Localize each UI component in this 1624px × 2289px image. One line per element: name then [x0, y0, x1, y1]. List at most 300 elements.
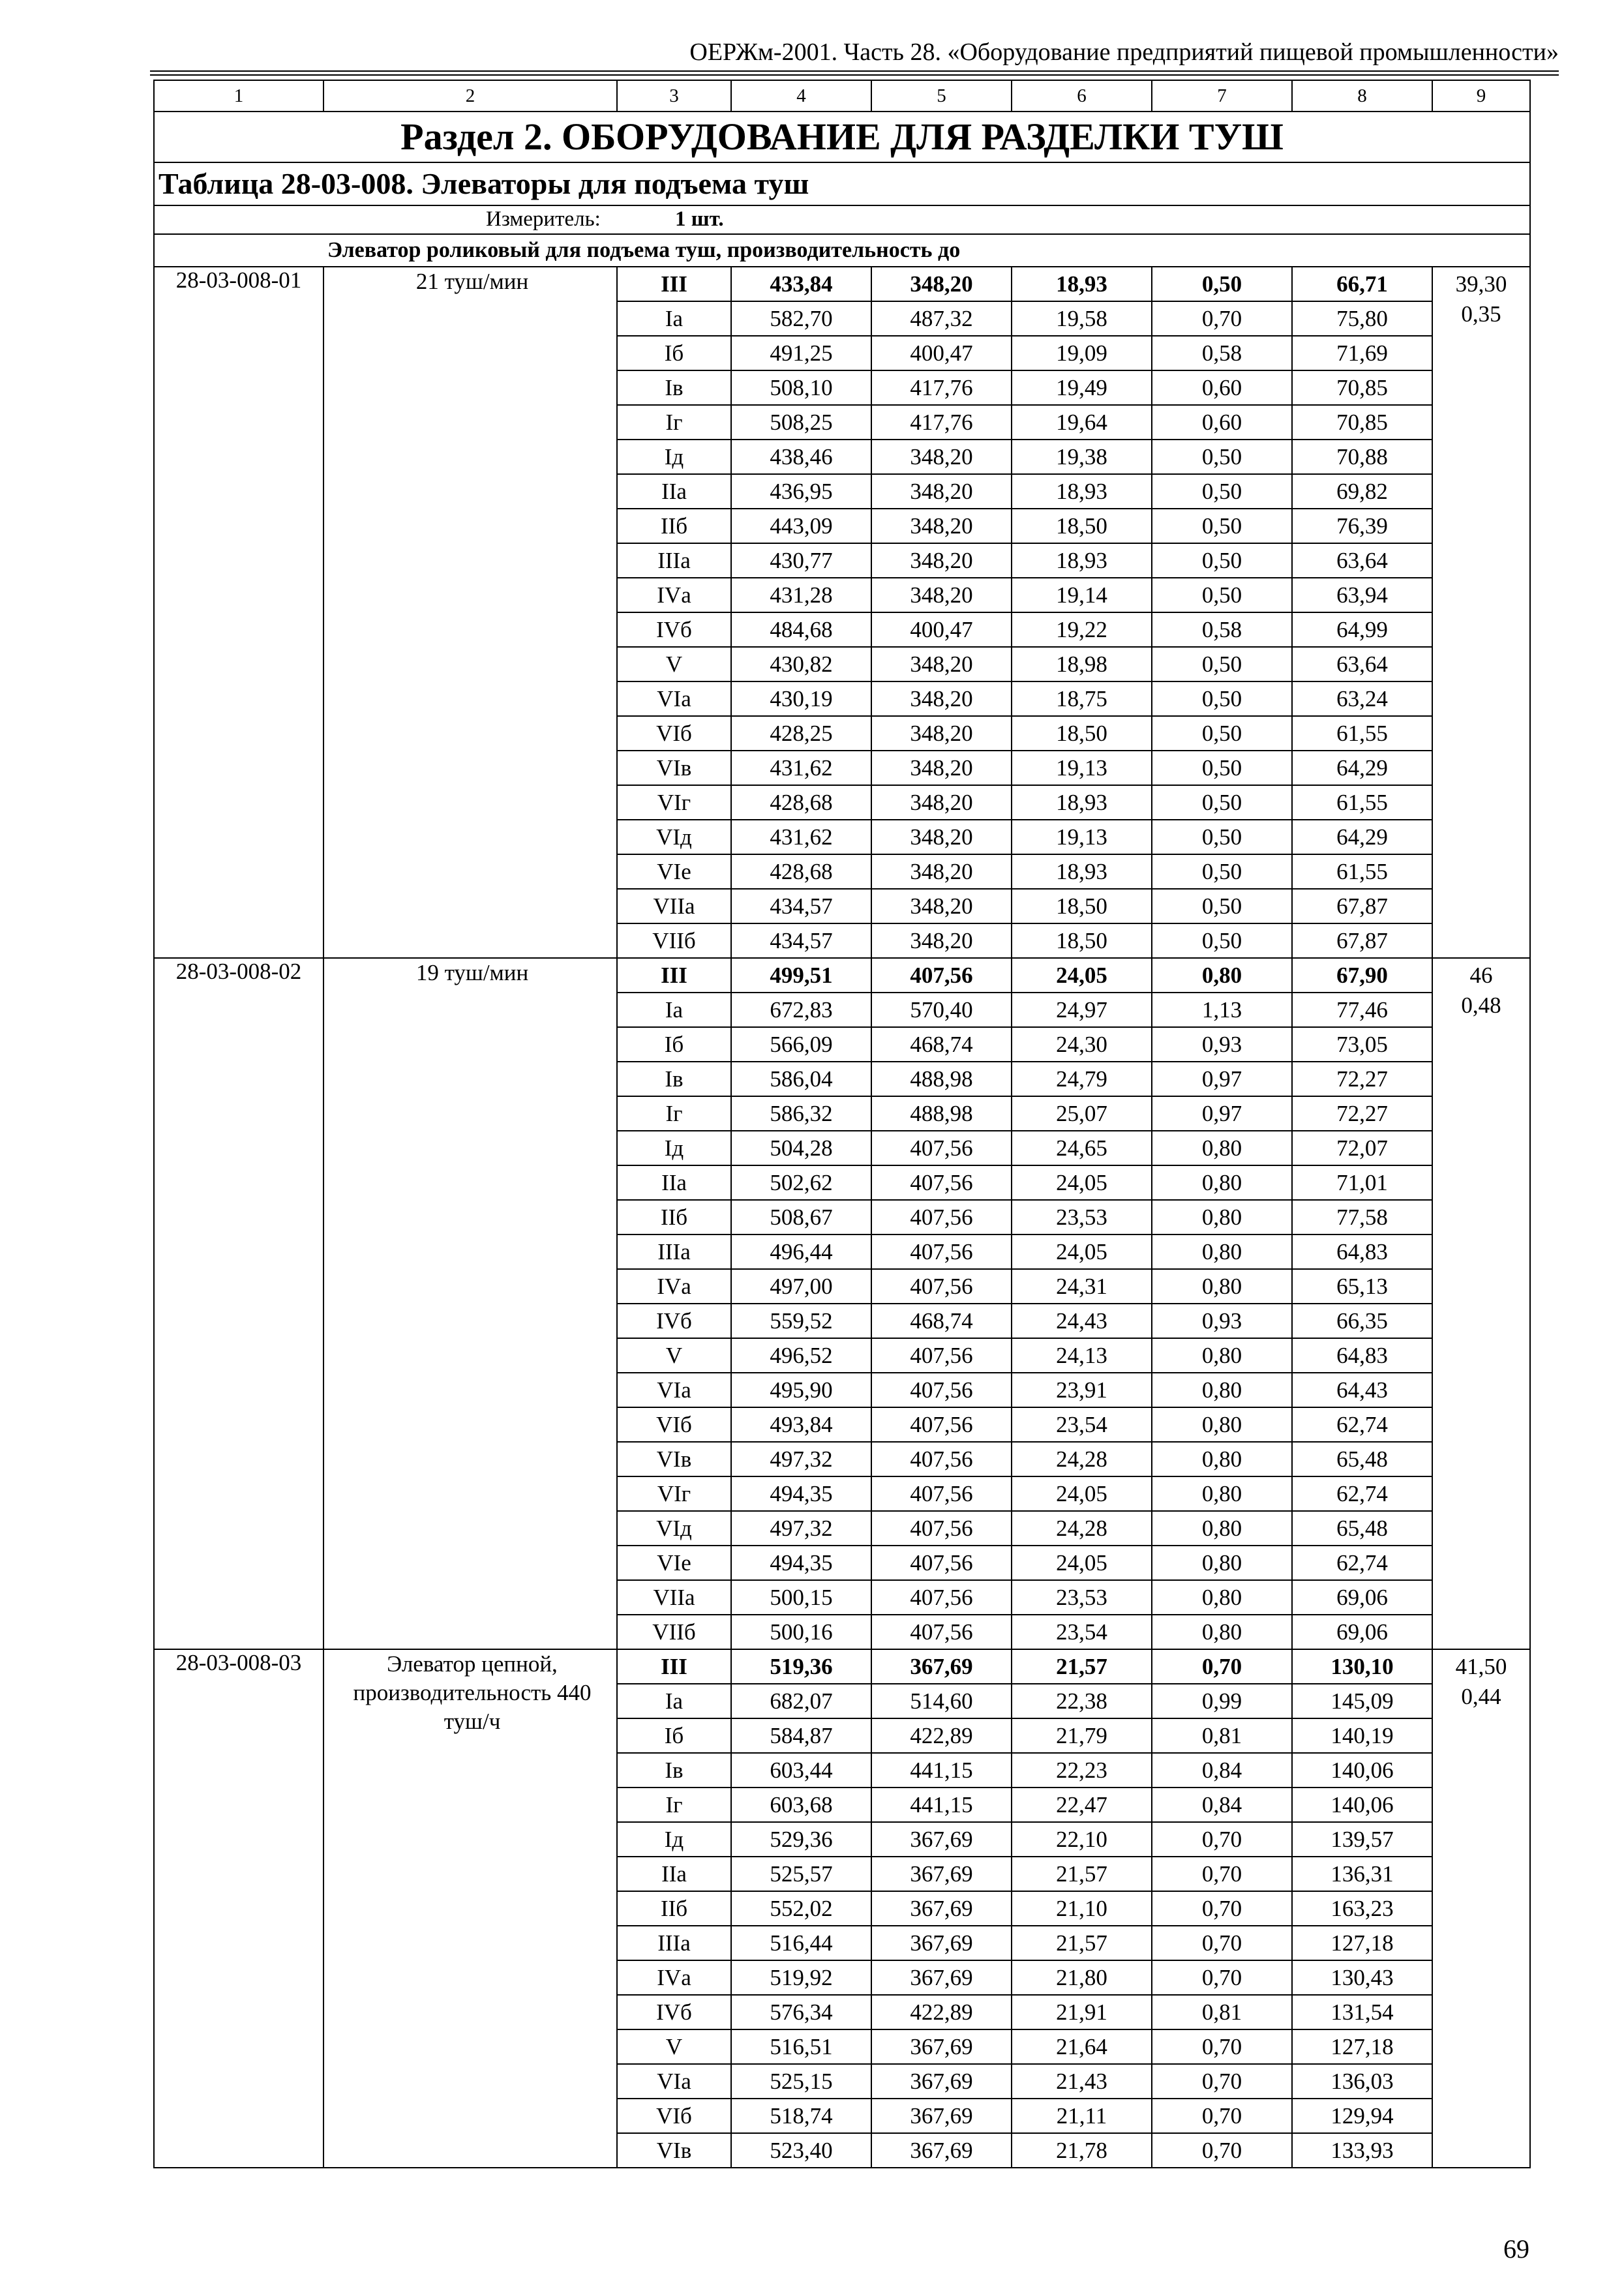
value-cell: 133,93: [1292, 2133, 1432, 2168]
value-cell: 428,68: [731, 854, 871, 889]
value-cell: 0,70: [1152, 1960, 1292, 1995]
value-cell: 407,56: [871, 1165, 1012, 1200]
table-row: [154, 1649, 1530, 1684]
zone-cell: IIа: [617, 1857, 731, 1891]
value-cell: 500,16: [731, 1615, 871, 1649]
col9-value: 39,30: [1432, 267, 1530, 301]
value-cell: 348,20: [871, 543, 1012, 578]
value-cell: 348,20: [871, 474, 1012, 509]
value-cell: 529,36: [731, 1822, 871, 1857]
value-cell: 24,97: [1012, 993, 1152, 1027]
value-cell: 23,54: [1012, 1407, 1152, 1442]
value-cell: 508,10: [731, 370, 871, 405]
value-cell: 19,22: [1012, 612, 1152, 647]
value-cell: 18,50: [1012, 889, 1152, 923]
value-cell: 0,70: [1152, 301, 1292, 336]
value-cell: 22,10: [1012, 1822, 1152, 1857]
value-cell: 0,84: [1152, 1788, 1292, 1822]
table-row: [154, 958, 1530, 993]
value-cell: 72,27: [1292, 1062, 1432, 1096]
value-cell: 0,80: [1152, 1407, 1292, 1442]
zone-cell: IVб: [617, 612, 731, 647]
value-cell: 428,25: [731, 716, 871, 751]
zone-cell: VIд: [617, 820, 731, 854]
zone-cell: IIIа: [617, 543, 731, 578]
value-cell: 22,47: [1012, 1788, 1152, 1822]
value-cell: 407,56: [871, 1338, 1012, 1373]
zone-cell: III: [617, 1649, 731, 1684]
value-cell: 70,85: [1292, 370, 1432, 405]
zone-cell: Iб: [617, 1718, 731, 1753]
value-cell: 127,18: [1292, 2029, 1432, 2064]
value-cell: 140,06: [1292, 1753, 1432, 1788]
value-cell: 367,69: [871, 1926, 1012, 1960]
value-cell: 62,74: [1292, 1476, 1432, 1511]
value-cell: 428,68: [731, 785, 871, 820]
value-cell: 487,32: [871, 301, 1012, 336]
value-cell: 407,56: [871, 1234, 1012, 1269]
value-cell: 65,13: [1292, 1269, 1432, 1304]
column-number: 8: [1292, 80, 1432, 112]
zone-cell: VIIа: [617, 1580, 731, 1615]
zone-cell: VIIб: [617, 1615, 731, 1649]
column-number: 6: [1012, 80, 1152, 112]
row-description: 21 туш/мин: [323, 267, 617, 958]
value-cell: 130,10: [1292, 1649, 1432, 1684]
value-cell: 682,07: [731, 1684, 871, 1718]
zone-cell: V: [617, 2029, 731, 2064]
value-cell: 21,57: [1012, 1926, 1152, 1960]
value-cell: 367,69: [871, 2099, 1012, 2133]
zone-cell: IIб: [617, 1200, 731, 1234]
subtitle-spacer: [154, 234, 323, 267]
value-cell: 519,36: [731, 1649, 871, 1684]
value-cell: 0,80: [1152, 958, 1292, 993]
column-number: 2: [323, 80, 617, 112]
value-cell: 0,81: [1152, 1995, 1292, 2029]
value-cell: 18,93: [1012, 854, 1152, 889]
value-cell: 25,07: [1012, 1096, 1152, 1131]
value-cell: 438,46: [731, 440, 871, 474]
value-cell: 19,13: [1012, 820, 1152, 854]
zone-cell: VIе: [617, 854, 731, 889]
value-cell: 19,09: [1012, 336, 1152, 370]
value-cell: 436,95: [731, 474, 871, 509]
value-cell: 19,49: [1012, 370, 1152, 405]
value-cell: 0,50: [1152, 889, 1292, 923]
value-cell: 0,50: [1152, 509, 1292, 543]
value-cell: 69,06: [1292, 1580, 1432, 1615]
value-cell: 70,85: [1292, 405, 1432, 440]
value-cell: 0,70: [1152, 1649, 1292, 1684]
value-cell: 0,50: [1152, 751, 1292, 785]
value-cell: 19,13: [1012, 751, 1152, 785]
value-cell: 21,79: [1012, 1718, 1152, 1753]
value-cell: 0,50: [1152, 543, 1292, 578]
value-cell: 24,28: [1012, 1511, 1152, 1546]
value-cell: 367,69: [871, 2133, 1012, 2168]
measure-value: 1 шт.: [675, 207, 724, 231]
value-cell: 348,20: [871, 923, 1012, 958]
col9-value: 46: [1432, 958, 1530, 993]
value-cell: 0,80: [1152, 1234, 1292, 1269]
value-cell: 0,50: [1152, 716, 1292, 751]
value-cell: 495,90: [731, 1373, 871, 1407]
value-cell: 566,09: [731, 1027, 871, 1062]
value-cell: 0,81: [1152, 1718, 1292, 1753]
value-cell: 348,20: [871, 509, 1012, 543]
zone-cell: VIв: [617, 2133, 731, 2168]
value-cell: 525,57: [731, 1857, 871, 1891]
value-cell: 0,70: [1152, 1926, 1292, 1960]
value-cell: 19,64: [1012, 405, 1152, 440]
value-cell: 21,91: [1012, 1995, 1152, 2029]
value-cell: 24,05: [1012, 958, 1152, 993]
section-title-row: [154, 112, 1530, 162]
value-cell: 0,58: [1152, 336, 1292, 370]
value-cell: 348,20: [871, 751, 1012, 785]
value-cell: 497,32: [731, 1511, 871, 1546]
value-cell: 488,98: [871, 1062, 1012, 1096]
zone-cell: VIе: [617, 1546, 731, 1580]
zone-cell: VIб: [617, 716, 731, 751]
zone-cell: IVа: [617, 1960, 731, 1995]
value-cell: 494,35: [731, 1546, 871, 1580]
zone-cell: Iб: [617, 1027, 731, 1062]
value-cell: 69,82: [1292, 474, 1432, 509]
value-cell: 24,43: [1012, 1304, 1152, 1338]
value-cell: 407,56: [871, 958, 1012, 993]
value-cell: 603,44: [731, 1753, 871, 1788]
value-cell: 407,56: [871, 1580, 1012, 1615]
zone-cell: IVа: [617, 578, 731, 612]
value-cell: 72,27: [1292, 1096, 1432, 1131]
value-cell: 500,15: [731, 1580, 871, 1615]
value-cell: 18,50: [1012, 716, 1152, 751]
value-cell: 19,58: [1012, 301, 1152, 336]
value-cell: 67,87: [1292, 889, 1432, 923]
column-number: 4: [731, 80, 871, 112]
value-cell: 431,62: [731, 820, 871, 854]
column-number: 1: [154, 80, 323, 112]
value-cell: 559,52: [731, 1304, 871, 1338]
value-cell: 18,93: [1012, 474, 1152, 509]
value-cell: 18,98: [1012, 647, 1152, 681]
zone-cell: VIIа: [617, 889, 731, 923]
value-cell: 348,20: [871, 854, 1012, 889]
value-cell: 407,56: [871, 1615, 1012, 1649]
value-cell: 71,01: [1292, 1165, 1432, 1200]
value-cell: 348,20: [871, 889, 1012, 923]
row-description: Элеватор цепной, производительность 440 туш/ч: [323, 1649, 617, 2168]
column-number: 9: [1432, 80, 1530, 112]
value-cell: 24,05: [1012, 1476, 1152, 1511]
measure-cell: [154, 205, 1530, 234]
zone-cell: VIв: [617, 1442, 731, 1476]
header-rule: [150, 74, 1559, 76]
value-cell: 0,84: [1152, 1753, 1292, 1788]
value-cell: 348,20: [871, 716, 1012, 751]
zone-cell: IVб: [617, 1304, 731, 1338]
value-cell: 348,20: [871, 820, 1012, 854]
value-cell: 62,74: [1292, 1407, 1432, 1442]
value-cell: 0,50: [1152, 854, 1292, 889]
section-title: Раздел 2. ОБОРУДОВАНИЕ ДЛЯ РАЗДЕЛКИ ТУШ: [154, 112, 1530, 162]
value-cell: 367,69: [871, 2029, 1012, 2064]
value-cell: 0,70: [1152, 1857, 1292, 1891]
value-cell: 417,76: [871, 405, 1012, 440]
row-code: 28-03-008-01: [154, 267, 323, 958]
value-cell: 497,32: [731, 1442, 871, 1476]
value-cell: 430,77: [731, 543, 871, 578]
measure-row: [154, 205, 1530, 234]
value-cell: 21,78: [1012, 2133, 1152, 2168]
value-cell: 19,14: [1012, 578, 1152, 612]
value-cell: 62,74: [1292, 1546, 1432, 1580]
value-cell: 136,03: [1292, 2064, 1432, 2099]
value-cell: 0,80: [1152, 1373, 1292, 1407]
value-cell: 64,83: [1292, 1338, 1432, 1373]
value-cell: 0,70: [1152, 1822, 1292, 1857]
col9-value: 41,50: [1432, 1649, 1530, 1684]
value-cell: 1,13: [1152, 993, 1292, 1027]
value-cell: 603,68: [731, 1788, 871, 1822]
value-cell: 139,57: [1292, 1822, 1432, 1857]
value-cell: 69,06: [1292, 1615, 1432, 1649]
value-cell: 0,70: [1152, 2029, 1292, 2064]
value-cell: 407,56: [871, 1511, 1012, 1546]
subtitle-row: [154, 234, 1530, 267]
value-cell: 493,84: [731, 1407, 871, 1442]
value-cell: 24,05: [1012, 1546, 1152, 1580]
value-cell: 0,80: [1152, 1511, 1292, 1546]
value-cell: 0,80: [1152, 1165, 1292, 1200]
zone-cell: IVа: [617, 1269, 731, 1304]
header-rule: [150, 70, 1559, 72]
value-cell: 431,28: [731, 578, 871, 612]
value-cell: 502,62: [731, 1165, 871, 1200]
value-cell: 508,67: [731, 1200, 871, 1234]
zone-cell: IVб: [617, 1995, 731, 2029]
value-cell: 348,20: [871, 785, 1012, 820]
value-cell: 21,11: [1012, 2099, 1152, 2133]
value-cell: 582,70: [731, 301, 871, 336]
value-cell: 0,80: [1152, 1338, 1292, 1373]
value-cell: 499,51: [731, 958, 871, 993]
value-cell: 348,20: [871, 681, 1012, 716]
value-cell: 570,40: [871, 993, 1012, 1027]
value-cell: 0,50: [1152, 578, 1292, 612]
measure-label: Измеритель:: [486, 207, 601, 231]
value-cell: 140,06: [1292, 1788, 1432, 1822]
value-cell: 0,50: [1152, 440, 1292, 474]
zone-cell: IIа: [617, 474, 731, 509]
zone-cell: VIд: [617, 1511, 731, 1546]
value-cell: 516,51: [731, 2029, 871, 2064]
value-cell: 586,04: [731, 1062, 871, 1096]
value-cell: 504,28: [731, 1131, 871, 1165]
value-cell: 77,46: [1292, 993, 1432, 1027]
value-cell: 127,18: [1292, 1926, 1432, 1960]
value-cell: 586,32: [731, 1096, 871, 1131]
subtitle: Элеватор роликовый для подъема туш, производительность до: [323, 234, 1530, 267]
value-cell: 21,43: [1012, 2064, 1152, 2099]
value-cell: 0,99: [1152, 1684, 1292, 1718]
value-cell: 18,93: [1012, 785, 1152, 820]
value-cell: 0,93: [1152, 1027, 1292, 1062]
value-cell: 672,83: [731, 993, 871, 1027]
value-cell: 0,60: [1152, 405, 1292, 440]
row-code: 28-03-008-03: [154, 1649, 323, 2168]
value-cell: 21,80: [1012, 1960, 1152, 1995]
value-cell: 129,94: [1292, 2099, 1432, 2133]
value-cell: 348,20: [871, 647, 1012, 681]
value-cell: 348,20: [871, 267, 1012, 301]
value-cell: 494,35: [731, 1476, 871, 1511]
value-cell: 18,93: [1012, 543, 1152, 578]
value-cell: 71,69: [1292, 336, 1432, 370]
value-cell: 163,23: [1292, 1891, 1432, 1926]
zone-cell: Iа: [617, 993, 731, 1027]
value-cell: 367,69: [871, 1649, 1012, 1684]
zone-cell: Iа: [617, 1684, 731, 1718]
zone-cell: Iв: [617, 370, 731, 405]
zone-cell: VIIб: [617, 923, 731, 958]
value-cell: 0,50: [1152, 785, 1292, 820]
zone-cell: IIб: [617, 1891, 731, 1926]
value-cell: 0,58: [1152, 612, 1292, 647]
value-cell: 0,80: [1152, 1131, 1292, 1165]
value-cell: 348,20: [871, 440, 1012, 474]
value-cell: 0,50: [1152, 681, 1292, 716]
zone-cell: Iг: [617, 1788, 731, 1822]
value-cell: 18,50: [1012, 509, 1152, 543]
table-title-row: [154, 162, 1530, 205]
zone-cell: V: [617, 647, 731, 681]
value-cell: 407,56: [871, 1407, 1012, 1442]
value-cell: 24,30: [1012, 1027, 1152, 1062]
value-cell: 434,57: [731, 889, 871, 923]
value-cell: 0,50: [1152, 647, 1292, 681]
zone-cell: VIа: [617, 2064, 731, 2099]
value-cell: 367,69: [871, 2064, 1012, 2099]
value-cell: 443,09: [731, 509, 871, 543]
value-cell: 18,93: [1012, 267, 1152, 301]
value-cell: 516,44: [731, 1926, 871, 1960]
value-cell: 400,47: [871, 336, 1012, 370]
zone-cell: Iг: [617, 1096, 731, 1131]
value-cell: 422,89: [871, 1995, 1012, 2029]
rates-table: [153, 80, 1531, 2168]
value-cell: 24,65: [1012, 1131, 1152, 1165]
value-cell: 400,47: [871, 612, 1012, 647]
value-cell: 488,98: [871, 1096, 1012, 1131]
value-cell: 64,29: [1292, 820, 1432, 854]
value-cell: 0,93: [1152, 1304, 1292, 1338]
value-cell: 497,00: [731, 1269, 871, 1304]
value-cell: 70,88: [1292, 440, 1432, 474]
value-cell: 23,91: [1012, 1373, 1152, 1407]
value-cell: 407,56: [871, 1131, 1012, 1165]
value-cell: 131,54: [1292, 1995, 1432, 2029]
zone-cell: VIб: [617, 2099, 731, 2133]
zone-cell: Iг: [617, 405, 731, 440]
zone-cell: Iа: [617, 301, 731, 336]
value-cell: 422,89: [871, 1718, 1012, 1753]
zone-cell: Iб: [617, 336, 731, 370]
value-cell: 18,50: [1012, 923, 1152, 958]
value-cell: 64,29: [1292, 751, 1432, 785]
value-cell: 61,55: [1292, 716, 1432, 751]
value-cell: 407,56: [871, 1442, 1012, 1476]
zone-cell: IIIа: [617, 1234, 731, 1269]
column-number: 7: [1152, 80, 1292, 112]
value-cell: 23,53: [1012, 1580, 1152, 1615]
value-cell: 136,31: [1292, 1857, 1432, 1891]
value-cell: 23,54: [1012, 1615, 1152, 1649]
value-cell: 0,97: [1152, 1096, 1292, 1131]
table-row: [154, 267, 1530, 301]
value-cell: 24,31: [1012, 1269, 1152, 1304]
value-cell: 67,90: [1292, 958, 1432, 993]
value-cell: 367,69: [871, 1857, 1012, 1891]
value-cell: 61,55: [1292, 854, 1432, 889]
value-cell: 441,15: [871, 1753, 1012, 1788]
value-cell: 0,80: [1152, 1580, 1292, 1615]
zone-cell: IIб: [617, 509, 731, 543]
value-cell: 407,56: [871, 1269, 1012, 1304]
value-cell: 367,69: [871, 1891, 1012, 1926]
value-cell: 63,94: [1292, 578, 1432, 612]
zone-cell: VIг: [617, 1476, 731, 1511]
value-cell: 0,70: [1152, 1891, 1292, 1926]
value-cell: 145,09: [1292, 1684, 1432, 1718]
value-cell: 65,48: [1292, 1442, 1432, 1476]
value-cell: 21,64: [1012, 2029, 1152, 2064]
zone-cell: VIб: [617, 1407, 731, 1442]
value-cell: 430,82: [731, 647, 871, 681]
zone-cell: VIа: [617, 1373, 731, 1407]
value-cell: 431,62: [731, 751, 871, 785]
value-cell: 23,53: [1012, 1200, 1152, 1234]
page-number: 69: [1503, 2234, 1529, 2264]
value-cell: 22,23: [1012, 1753, 1152, 1788]
value-cell: 21,10: [1012, 1891, 1152, 1926]
value-cell: 518,74: [731, 2099, 871, 2133]
value-cell: 514,60: [871, 1684, 1012, 1718]
zone-cell: Iд: [617, 1131, 731, 1165]
row-description: 19 туш/мин: [323, 958, 617, 1649]
value-cell: 61,55: [1292, 785, 1432, 820]
value-cell: 367,69: [871, 1960, 1012, 1995]
value-cell: 73,05: [1292, 1027, 1432, 1062]
value-cell: 0,50: [1152, 474, 1292, 509]
value-cell: 496,44: [731, 1234, 871, 1269]
value-cell: 64,99: [1292, 612, 1432, 647]
zone-cell: V: [617, 1338, 731, 1373]
value-cell: 76,39: [1292, 509, 1432, 543]
value-cell: 519,92: [731, 1960, 871, 1995]
value-cell: 0,50: [1152, 923, 1292, 958]
value-cell: 434,57: [731, 923, 871, 958]
value-cell: 24,05: [1012, 1234, 1152, 1269]
zone-cell: IIа: [617, 1165, 731, 1200]
value-cell: 552,02: [731, 1891, 871, 1926]
column-number: 3: [617, 80, 731, 112]
zone-cell: III: [617, 267, 731, 301]
value-cell: 24,05: [1012, 1165, 1152, 1200]
value-cell: 508,25: [731, 405, 871, 440]
